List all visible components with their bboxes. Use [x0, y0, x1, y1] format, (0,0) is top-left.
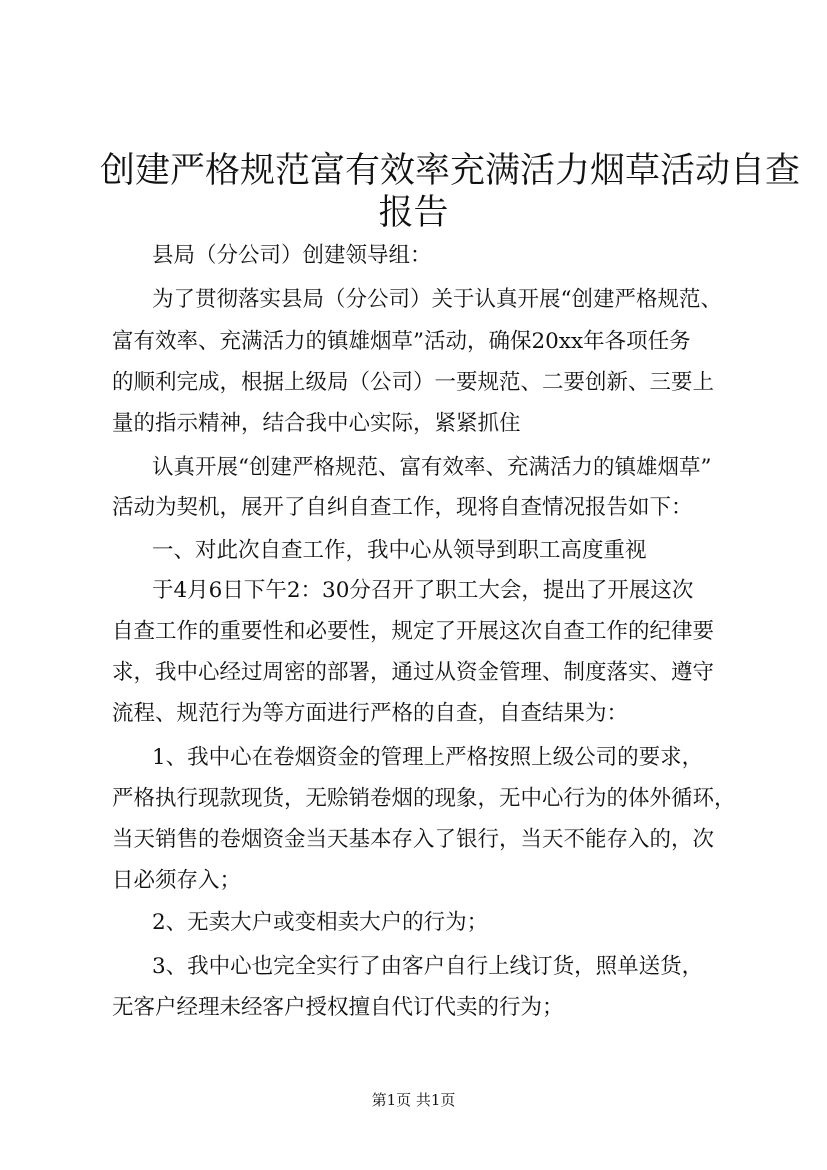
- document-title-line-2: 报告: [378, 193, 449, 233]
- body-line: 量的指示精神，结合我中心实际，紧紧抓住: [112, 411, 521, 436]
- body-line: 活动为契机，展开了自纠自查工作，现将自查情况报告如下：: [112, 495, 693, 520]
- body-line: 自查工作的重要性和必要性，规定了开展这次自查工作的纪律要: [112, 619, 715, 644]
- body-line: 求，我中心经过周密的部署，通过从资金管理、制度落实、遵守: [112, 660, 715, 685]
- body-line: 严格执行现款现货，无赊销卷烟的现象，无中心行为的体外循环，: [112, 786, 736, 811]
- body-line: 无客户经理未经客户授权擅自代订代卖的行为；: [112, 995, 564, 1020]
- body-line: 流程、规范行为等方面进行严格的自查，自查结果为：: [112, 701, 629, 726]
- document-title-line-1: 创建严格规范富有效率充满活力烟草活动自查: [100, 151, 801, 191]
- body-line: 为了贯彻落实县局（分公司）关于认真开展“创建严格规范、: [152, 287, 722, 312]
- list-item-3: 3、我中心也完全实行了由客户自行上线订货，照单送货，: [152, 954, 704, 979]
- list-item-2: 2、无卖大户或变相卖大户的行为；: [152, 910, 489, 935]
- list-item-1: 1、我中心在卷烟资金的管理上严格按照上级公司的要求，: [152, 745, 704, 770]
- body-line: 的顺利完成，根据上级局（公司）一要规范、二要创新、三要上: [112, 370, 715, 395]
- page-number-footer: 第1页 共1页: [371, 1091, 456, 1109]
- section-heading: 一、对此次自查工作，我中心从领导到职工高度重视: [152, 538, 647, 563]
- salutation: 县局（分公司）创建领导组：: [152, 243, 432, 268]
- body-line: 于4月6日下午2：30分召开了职工大会，提出了开展这次: [152, 578, 694, 603]
- body-line: 当天销售的卷烟资金当天基本存入了银行，当天不能存入的，次: [112, 827, 715, 852]
- body-line: 日必须存入；: [112, 868, 242, 893]
- body-line: 富有效率、充满活力的镇雄烟草”活动，确保20xx年各项任务: [112, 329, 691, 354]
- body-line: 认真开展“创建严格规范、富有效率、充满活力的镇雄烟草”: [152, 455, 712, 480]
